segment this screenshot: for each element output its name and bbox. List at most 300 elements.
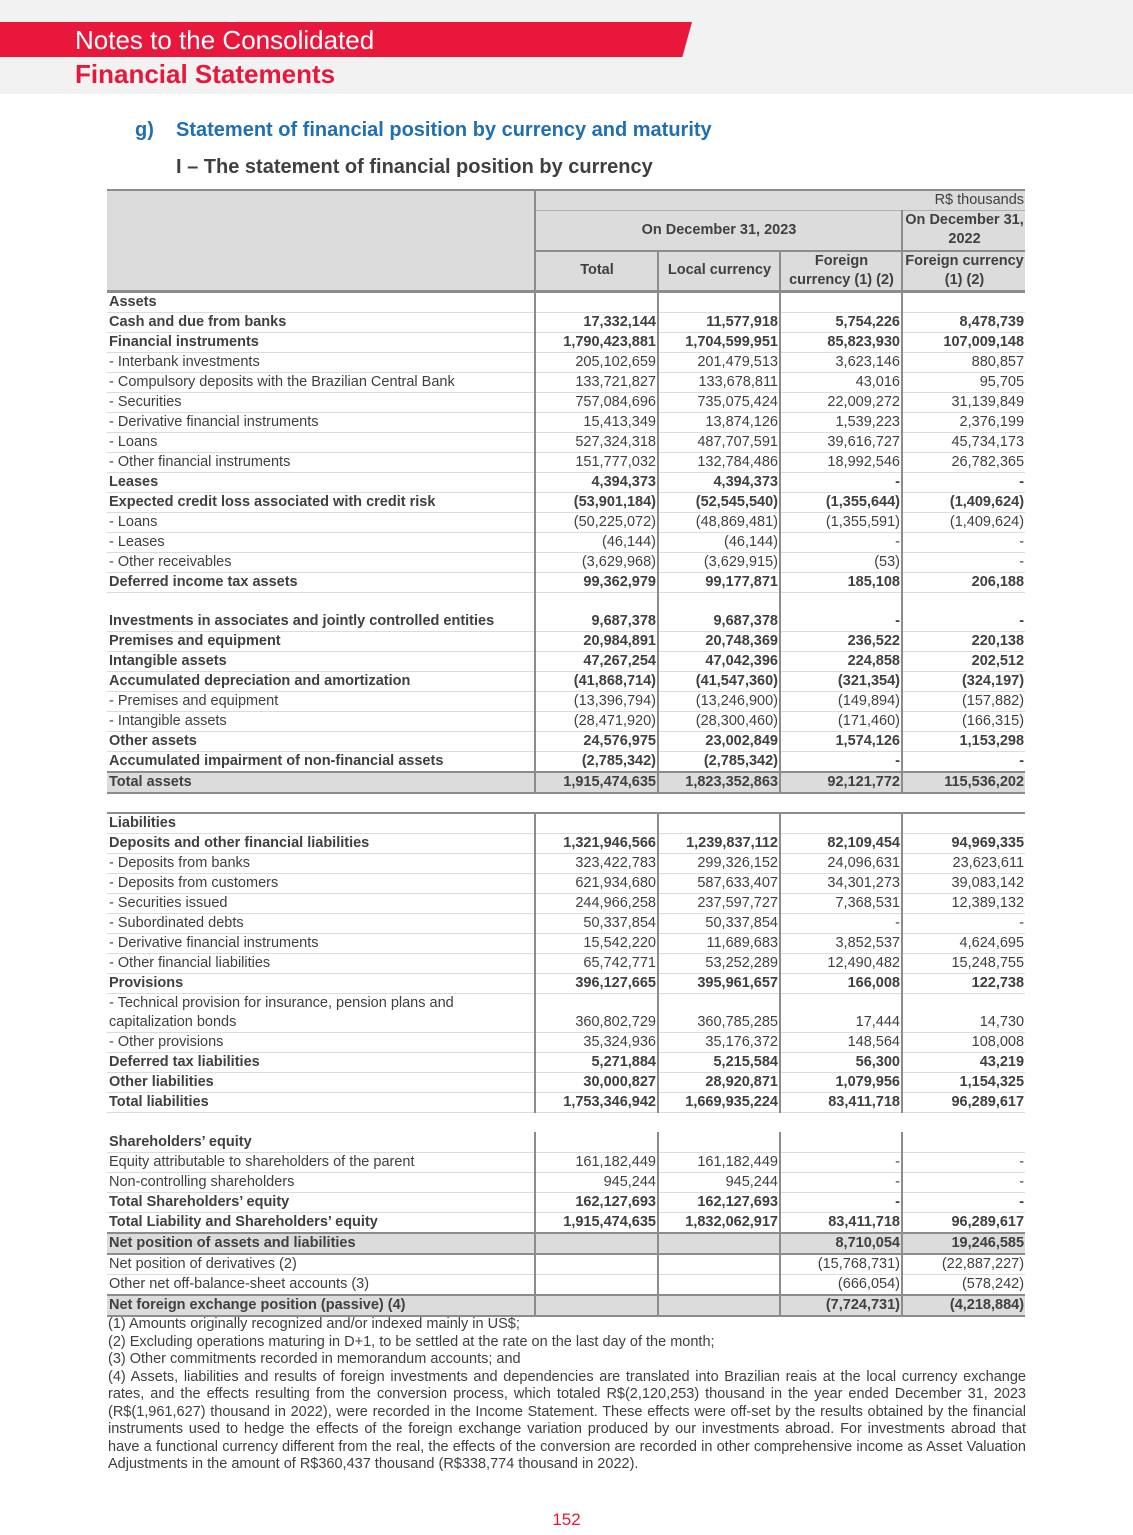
spacer-cell: [902, 1112, 1025, 1132]
equity-heading: Shareholders’ equity: [107, 1132, 535, 1152]
row-label: Premises and equipment: [107, 631, 535, 651]
foreign-2022-value: -: [902, 592, 1025, 631]
foreign-2023-value: 166,008: [780, 973, 902, 993]
footnote-2: (2) Excluding operations maturing in D+1, to be settled at the rate on the last day of the month;: [108, 1333, 715, 1350]
foreign-2023-value: 224,858: [780, 651, 902, 671]
assets-heading-row: [107, 291, 1025, 312]
foreign-2023-value: 148,564: [780, 1032, 902, 1052]
foreign-2023-value: 43,016: [780, 372, 902, 392]
spacer-cell: [658, 793, 780, 813]
total-value: 1,915,474,635: [535, 772, 658, 793]
row-label: - Other financial liabilities: [107, 953, 535, 973]
foreign-2022-value: 8,478,739: [902, 312, 1025, 332]
empty-cell: [780, 1132, 902, 1152]
total-value: 17,332,144: [535, 312, 658, 332]
total-value: 323,422,783: [535, 853, 658, 873]
col-foreign-2022-header: Foreign currency (1) (2): [902, 251, 1025, 292]
local-currency-value: 587,633,407: [658, 873, 780, 893]
foreign-2022-value: 95,705: [902, 372, 1025, 392]
header-title-line1: Notes to the Consolidated: [75, 25, 375, 55]
asset-row: [107, 332, 1025, 352]
foreign-2023-value: (171,460): [780, 711, 902, 731]
foreign-2023-value: 24,096,631: [780, 853, 902, 873]
header-title-line2: Financial Statements: [75, 59, 336, 89]
row-label: - Premises and equipment: [107, 691, 535, 711]
spacer-cell: [780, 793, 902, 813]
liability-row: [107, 993, 1025, 1032]
total-value: (13,396,794): [535, 691, 658, 711]
foreign-2022-value: 43,219: [902, 1052, 1025, 1072]
row-label: Total assets: [107, 772, 535, 793]
local-currency-value: 20,748,369: [658, 631, 780, 651]
table-header-blank: [107, 190, 535, 291]
row-label: Total Liability and Shareholders’ equity: [107, 1212, 535, 1233]
foreign-2022-value: (1,409,624): [902, 492, 1025, 512]
row-label: - Securities issued: [107, 893, 535, 913]
total-value: 205,102,659: [535, 352, 658, 372]
row-label: - Subordinated debts: [107, 913, 535, 933]
asset-row: [107, 352, 1025, 372]
foreign-2023-value: (53): [780, 552, 902, 572]
foreign-2022-value: 206,188: [902, 572, 1025, 592]
total-value: 244,966,258: [535, 893, 658, 913]
row-label: - Intangible assets: [107, 711, 535, 731]
local-currency-value: 35,176,372: [658, 1032, 780, 1052]
local-currency-value: 162,127,693: [658, 1192, 780, 1212]
col-local-currency-header: Local currency: [658, 251, 780, 292]
liability-row: [107, 953, 1025, 973]
foreign-2023-value: 5,754,226: [780, 312, 902, 332]
section-spacer: [107, 793, 1025, 813]
foreign-2023-value: -: [780, 1152, 902, 1172]
foreign-2023-value: 85,823,930: [780, 332, 902, 352]
period-2023-header: On December 31, 2023: [535, 211, 902, 251]
foreign-2023-value: 8,710,054: [780, 1233, 902, 1254]
foreign-2022-value: 1,154,325: [902, 1072, 1025, 1092]
foreign-2022-value: (157,882): [902, 691, 1025, 711]
row-label: - Other financial instruments: [107, 452, 535, 472]
foreign-2023-value: 1,079,956: [780, 1072, 902, 1092]
foreign-2023-value: 185,108: [780, 572, 902, 592]
row-label: - Compulsory deposits with the Brazilian Central Bank: [107, 372, 535, 392]
equity-row: [107, 1172, 1025, 1192]
col-total-header: Total: [535, 251, 658, 292]
local-currency-value: [658, 1254, 780, 1275]
local-currency-value: 13,874,126: [658, 412, 780, 432]
foreign-2022-value: 23,623,611: [902, 853, 1025, 873]
total-value: 1,915,474,635: [535, 1212, 658, 1233]
empty-cell: [902, 1132, 1025, 1152]
page-number: 152: [552, 1510, 581, 1529]
local-currency-value: 4,394,373: [658, 472, 780, 492]
foreign-2023-value: -: [780, 532, 902, 552]
local-currency-value: (2,785,342): [658, 751, 780, 772]
foreign-2022-value: -: [902, 1172, 1025, 1192]
section-title: Statement of financial position by currency and maturity: [176, 119, 712, 141]
row-label: Net position of assets and liabilities: [107, 1233, 535, 1254]
local-currency-value: 360,785,285: [658, 993, 780, 1032]
local-currency-value: 53,252,289: [658, 953, 780, 973]
net-fx-position-row: [107, 1295, 1025, 1316]
local-currency-value: 945,244: [658, 1172, 780, 1192]
asset-row: [107, 512, 1025, 532]
local-currency-value: 28,920,871: [658, 1072, 780, 1092]
asset-row: [107, 432, 1025, 452]
total-value: (3,629,968): [535, 552, 658, 572]
foreign-2022-value: 122,738: [902, 973, 1025, 993]
foreign-2023-value: 83,411,718: [780, 1092, 902, 1112]
table-body: [107, 291, 1025, 1316]
row-label: Deferred income tax assets: [107, 572, 535, 592]
local-currency-value: 133,678,811: [658, 372, 780, 392]
local-currency-value: [658, 1295, 780, 1316]
row-label: - Securities: [107, 392, 535, 412]
local-currency-value: 299,326,152: [658, 853, 780, 873]
total-value: 151,777,032: [535, 452, 658, 472]
total-value: 396,127,665: [535, 973, 658, 993]
total-value: 15,542,220: [535, 933, 658, 953]
foreign-2023-value: (7,724,731): [780, 1295, 902, 1316]
derivative-row: [107, 1274, 1025, 1295]
foreign-2022-value: 115,536,202: [902, 772, 1025, 793]
local-currency-value: (13,246,900): [658, 691, 780, 711]
foreign-2023-value: 22,009,272: [780, 392, 902, 412]
row-label: Deferred tax liabilities: [107, 1052, 535, 1072]
local-currency-value: (46,144): [658, 532, 780, 552]
foreign-2022-value: 2,376,199: [902, 412, 1025, 432]
empty-cell: [535, 1132, 658, 1152]
row-label: Accumulated depreciation and amortization: [107, 671, 535, 691]
liabilities-heading: Liabilities: [107, 813, 535, 834]
foreign-2023-value: 82,109,454: [780, 833, 902, 853]
total-value: (2,785,342): [535, 751, 658, 772]
foreign-2022-value: 220,138: [902, 631, 1025, 651]
footnotes: [108, 1316, 1026, 1474]
foreign-2022-value: 12,389,132: [902, 893, 1025, 913]
foreign-2023-value: 1,574,126: [780, 731, 902, 751]
foreign-2022-value: 96,289,617: [902, 1212, 1025, 1233]
total-value: (50,225,072): [535, 512, 658, 532]
foreign-2023-value: 56,300: [780, 1052, 902, 1072]
foreign-2023-value: (1,355,644): [780, 492, 902, 512]
spacer-cell: [535, 793, 658, 813]
row-label: Cash and due from banks: [107, 312, 535, 332]
spacer-cell: [535, 1112, 658, 1132]
total-value: [535, 1233, 658, 1254]
foreign-2022-value: (22,887,227): [902, 1254, 1025, 1275]
footnote-4: (4) Assets, liabilities and results of foreign investments and dependencies are translated into Brazilian reais at the local currency exchange rates, and the effects resulting from the conversion process, which totaled R$(2,120,253) thousand in the year ended December 31, 2023 (R$(1,961,627) thousand in 2022), were recorded in the Income Statement. These effects were off-set by the results obtained by the financial instruments used to hedge the effects of the foreign exchange variation produced by our investments abroad. For investments abroad that have a functional currency different from the real, the effects of the conversion are recorded in other comprehensive income as Asset Valuation Adjustments in the amount of R$360,437 thousand (R$338,774 thousand in 2022).: [108, 1368, 1026, 1472]
asset-row: [107, 412, 1025, 432]
local-currency-value: 1,704,599,951: [658, 332, 780, 352]
row-label: - Loans: [107, 512, 535, 532]
total-value: [535, 1295, 658, 1316]
total-assets-row: [107, 772, 1025, 793]
row-label: - Loans: [107, 432, 535, 452]
foreign-2022-value: 108,008: [902, 1032, 1025, 1052]
foreign-2023-value: (666,054): [780, 1274, 902, 1295]
row-label: - Interbank investments: [107, 352, 535, 372]
local-currency-value: (3,629,915): [658, 552, 780, 572]
local-currency-value: 50,337,854: [658, 913, 780, 933]
total-value: 621,934,680: [535, 873, 658, 893]
liabilities-heading-row: [107, 813, 1025, 834]
foreign-2023-value: -: [780, 592, 902, 631]
total-value: 9,687,378: [535, 592, 658, 631]
local-currency-value: 1,823,352,863: [658, 772, 780, 793]
foreign-2022-value: (4,218,884): [902, 1295, 1025, 1316]
asset-row: [107, 671, 1025, 691]
financial-position-table: [107, 189, 1025, 1317]
equity-row: [107, 1152, 1025, 1172]
net-position-row: [107, 1233, 1025, 1254]
liability-row: [107, 1072, 1025, 1092]
foreign-2022-value: -: [902, 1192, 1025, 1212]
local-currency-value: 47,042,396: [658, 651, 780, 671]
foreign-2023-value: (15,768,731): [780, 1254, 902, 1275]
footnote-1: (1) Amounts originally recognized and/or indexed mainly in US$;: [108, 1316, 520, 1332]
foreign-2022-value: (166,315): [902, 711, 1025, 731]
asset-row: [107, 691, 1025, 711]
row-label: - Deposits from customers: [107, 873, 535, 893]
row-label: Total liabilities: [107, 1092, 535, 1112]
foreign-2023-value: (1,355,591): [780, 512, 902, 532]
local-currency-value: 735,075,424: [658, 392, 780, 412]
section-subtitle: I – The statement of financial position by currency: [176, 156, 653, 178]
derivative-row: [107, 1254, 1025, 1275]
asset-row: [107, 312, 1025, 332]
total-value: (28,471,920): [535, 711, 658, 731]
period-2022-header: On December 31, 2022: [902, 211, 1025, 251]
row-label: Investments in associates and jointly controlled entities: [107, 592, 535, 631]
asset-row: [107, 572, 1025, 592]
asset-row: [107, 651, 1025, 671]
row-label: - Derivative financial instruments: [107, 412, 535, 432]
foreign-2023-value: 1,539,223: [780, 412, 902, 432]
foreign-2023-value: 83,411,718: [780, 1212, 902, 1233]
foreign-2022-value: 202,512: [902, 651, 1025, 671]
spacer-cell: [658, 1112, 780, 1132]
foreign-2022-value: -: [902, 472, 1025, 492]
foreign-2022-value: (578,242): [902, 1274, 1025, 1295]
row-label: Total Shareholders’ equity: [107, 1192, 535, 1212]
foreign-2023-value: 17,444: [780, 993, 902, 1032]
foreign-2022-value: 45,734,173: [902, 432, 1025, 452]
foreign-2023-value: 12,490,482: [780, 953, 902, 973]
total-value: 527,324,318: [535, 432, 658, 452]
foreign-2023-value: 7,368,531: [780, 893, 902, 913]
asset-row: [107, 532, 1025, 552]
row-label: Equity attributable to shareholders of the parent: [107, 1152, 535, 1172]
assets-heading: Assets: [107, 291, 535, 312]
local-currency-value: 9,687,378: [658, 592, 780, 631]
local-currency-value: 11,689,683: [658, 933, 780, 953]
asset-row: [107, 552, 1025, 572]
empty-cell: [780, 813, 902, 834]
equity-heading-row: [107, 1132, 1025, 1152]
local-currency-value: (41,547,360): [658, 671, 780, 691]
foreign-2022-value: 4,624,695: [902, 933, 1025, 953]
total-value: 20,984,891: [535, 631, 658, 651]
asset-row: [107, 452, 1025, 472]
local-currency-value: [658, 1274, 780, 1295]
row-label: Provisions: [107, 973, 535, 993]
row-label: Leases: [107, 472, 535, 492]
row-label: Other net off-balance-sheet accounts (3): [107, 1274, 535, 1295]
row-label: - Other receivables: [107, 552, 535, 572]
total-value: 15,413,349: [535, 412, 658, 432]
foreign-2022-value: 31,139,849: [902, 392, 1025, 412]
foreign-2022-value: -: [902, 532, 1025, 552]
foreign-2022-value: (1,409,624): [902, 512, 1025, 532]
local-currency-value: 1,239,837,112: [658, 833, 780, 853]
equity-row: [107, 1192, 1025, 1212]
foreign-2022-value: 39,083,142: [902, 873, 1025, 893]
foreign-2023-value: 34,301,273: [780, 873, 902, 893]
total-value: 30,000,827: [535, 1072, 658, 1092]
total-value: 757,084,696: [535, 392, 658, 412]
foreign-2022-value: 880,857: [902, 352, 1025, 372]
row-label: Accumulated impairment of non-financial assets: [107, 751, 535, 772]
foreign-2022-value: -: [902, 751, 1025, 772]
foreign-2022-value: -: [902, 552, 1025, 572]
local-currency-value: 1,669,935,224: [658, 1092, 780, 1112]
foreign-2023-value: -: [780, 472, 902, 492]
col-foreign-2023-header: Foreign currency (1) (2): [780, 251, 902, 292]
foreign-2023-value: -: [780, 913, 902, 933]
foreign-2023-value: 236,522: [780, 631, 902, 651]
liability-row: [107, 853, 1025, 873]
liability-row: [107, 1052, 1025, 1072]
footnote-3: (3) Other commitments recorded in memorandum accounts; and: [108, 1351, 521, 1367]
total-value: [535, 1274, 658, 1295]
row-label: Deposits and other financial liabilities: [107, 833, 535, 853]
row-label: Net foreign exchange position (passive) (4): [107, 1295, 535, 1316]
foreign-2022-value: 96,289,617: [902, 1092, 1025, 1112]
spacer-cell: [902, 793, 1025, 813]
total-value: 162,127,693: [535, 1192, 658, 1212]
total-value: [535, 1254, 658, 1275]
total-value: 99,362,979: [535, 572, 658, 592]
foreign-2023-value: 39,616,727: [780, 432, 902, 452]
liability-row: [107, 1032, 1025, 1052]
empty-cell: [658, 1132, 780, 1152]
foreign-2022-value: -: [902, 913, 1025, 933]
liability-row: [107, 913, 1025, 933]
local-currency-value: 237,597,727: [658, 893, 780, 913]
total-value: (53,901,184): [535, 492, 658, 512]
total-value: 65,742,771: [535, 953, 658, 973]
row-label: - Deposits from banks: [107, 853, 535, 873]
total-value: 47,267,254: [535, 651, 658, 671]
total-value: 35,324,936: [535, 1032, 658, 1052]
row-label: Net position of derivatives (2): [107, 1254, 535, 1275]
local-currency-value: [658, 1233, 780, 1254]
section-letter: g): [135, 119, 154, 141]
asset-row: [107, 711, 1025, 731]
section-spacer: [107, 1112, 1025, 1132]
empty-cell: [535, 813, 658, 834]
asset-row: [107, 392, 1025, 412]
local-currency-value: (48,869,481): [658, 512, 780, 532]
foreign-2023-value: -: [780, 1192, 902, 1212]
local-currency-value: (28,300,460): [658, 711, 780, 731]
foreign-2023-value: 92,121,772: [780, 772, 902, 793]
local-currency-value: 23,002,849: [658, 731, 780, 751]
foreign-2022-value: -: [902, 1152, 1025, 1172]
local-currency-value: 1,832,062,917: [658, 1212, 780, 1233]
total-value: 50,337,854: [535, 913, 658, 933]
liability-row: [107, 973, 1025, 993]
total-value: 133,721,827: [535, 372, 658, 392]
row-label: Non-controlling shareholders: [107, 1172, 535, 1192]
foreign-2022-value: 19,246,585: [902, 1233, 1025, 1254]
asset-row: [107, 731, 1025, 751]
total-value: 1,790,423,881: [535, 332, 658, 352]
row-label: - Derivative financial instruments: [107, 933, 535, 953]
foreign-2022-value: (324,197): [902, 671, 1025, 691]
asset-row: [107, 492, 1025, 512]
row-label: Expected credit loss associated with credit risk: [107, 492, 535, 512]
total-value: 1,753,346,942: [535, 1092, 658, 1112]
liability-row: [107, 933, 1025, 953]
foreign-2023-value: -: [780, 1172, 902, 1192]
equity-row: [107, 1212, 1025, 1233]
empty-cell: [658, 813, 780, 834]
foreign-2023-value: 3,623,146: [780, 352, 902, 372]
foreign-2022-value: 14,730: [902, 993, 1025, 1032]
total-value: 1,321,946,566: [535, 833, 658, 853]
asset-row: [107, 592, 1025, 631]
local-currency-value: 395,961,657: [658, 973, 780, 993]
total-value: 161,182,449: [535, 1152, 658, 1172]
local-currency-value: 201,479,513: [658, 352, 780, 372]
local-currency-value: 487,707,591: [658, 432, 780, 452]
asset-row: [107, 751, 1025, 772]
local-currency-value: 11,577,918: [658, 312, 780, 332]
foreign-2023-value: -: [780, 751, 902, 772]
foreign-2022-value: 1,153,298: [902, 731, 1025, 751]
local-currency-value: 5,215,584: [658, 1052, 780, 1072]
row-label: Other liabilities: [107, 1072, 535, 1092]
local-currency-value: 132,784,486: [658, 452, 780, 472]
total-value: 24,576,975: [535, 731, 658, 751]
total-value: 4,394,373: [535, 472, 658, 492]
row-label: Intangible assets: [107, 651, 535, 671]
asset-row: [107, 372, 1025, 392]
local-currency-value: (52,545,540): [658, 492, 780, 512]
liability-row: [107, 1092, 1025, 1112]
total-value: (46,144): [535, 532, 658, 552]
row-label: Financial instruments: [107, 332, 535, 352]
row-label: Other assets: [107, 731, 535, 751]
empty-cell: [902, 813, 1025, 834]
foreign-2023-value: (149,894): [780, 691, 902, 711]
foreign-2023-value: (321,354): [780, 671, 902, 691]
liability-row: [107, 873, 1025, 893]
total-value: 945,244: [535, 1172, 658, 1192]
local-currency-value: 161,182,449: [658, 1152, 780, 1172]
asset-row: [107, 472, 1025, 492]
total-value: 360,802,729: [535, 993, 658, 1032]
unit-label: R$ thousands: [535, 190, 1025, 211]
liability-row: [107, 833, 1025, 853]
row-label: - Other provisions: [107, 1032, 535, 1052]
spacer-cell: [780, 1112, 902, 1132]
liability-row: [107, 893, 1025, 913]
foreign-2022-value: 107,009,148: [902, 332, 1025, 352]
local-currency-value: 99,177,871: [658, 572, 780, 592]
spacer-cell: [107, 793, 535, 813]
